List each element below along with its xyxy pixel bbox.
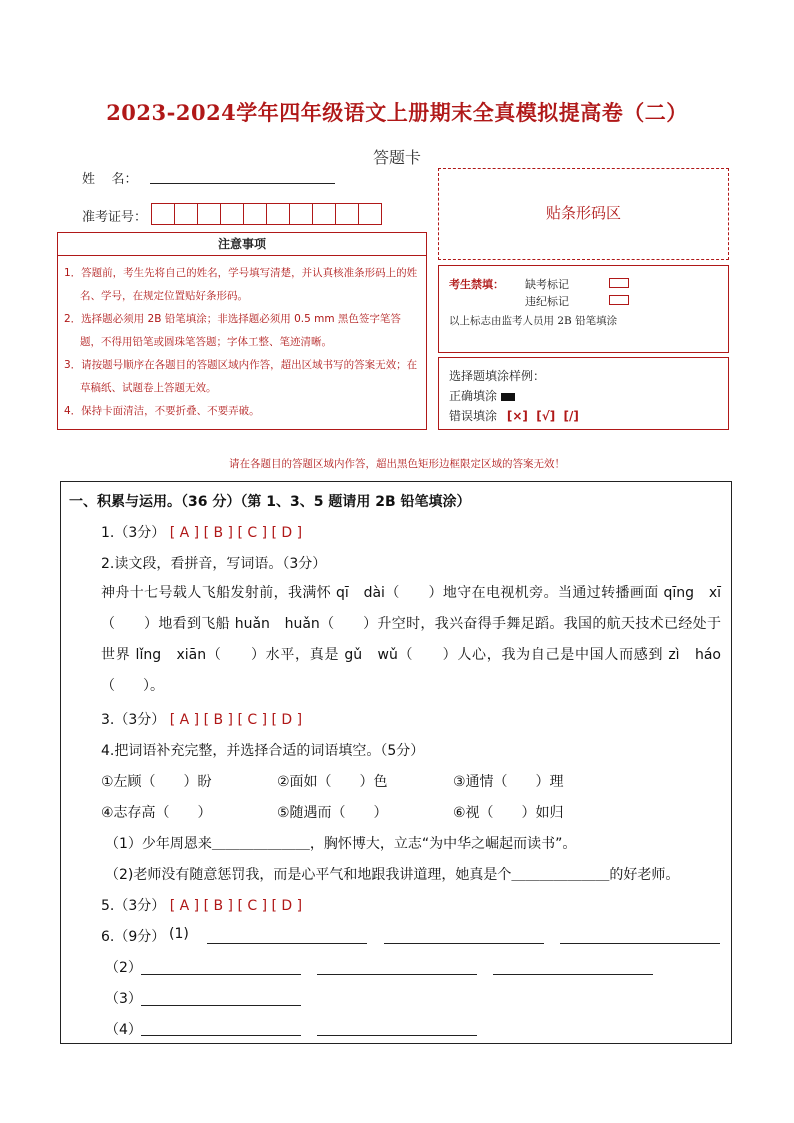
filled-mark-icon	[501, 393, 515, 401]
notice-heading: 注意事项	[58, 233, 426, 256]
fill-sample-box	[438, 357, 729, 430]
q6-answer-line[interactable]	[384, 942, 544, 944]
q3-row	[101, 709, 306, 729]
id-digit-box[interactable]	[358, 203, 382, 225]
wrong-marks: [×] [√] [/]	[506, 409, 579, 423]
section1-heading: 一、积累与运用。（36 分）（第 1、3、5 题请用 2B 铅笔填涂）	[69, 494, 471, 510]
notice-list	[58, 256, 426, 423]
id-digit-box[interactable]	[174, 203, 198, 225]
q4-label: 4.把词语补充完整，并选择合适的词语填空。（5分）	[101, 743, 425, 759]
q1-options[interactable]: [ A ] [ B ] [ C ] [ D ]	[169, 525, 303, 541]
q4-word-5: ⑤随遇而（ ）	[277, 805, 388, 821]
q6-answer-line[interactable]	[141, 973, 301, 975]
q5-options[interactable]: [ A ] [ B ] [ C ] [ D ]	[169, 898, 303, 914]
q4-word-1: ①左顾（ ）盼	[101, 774, 212, 790]
q1-label: 1.（3分）	[101, 525, 166, 541]
q1-row	[101, 522, 306, 542]
id-digit-box[interactable]	[151, 203, 175, 225]
q4-word-4: ④志存高（ ）	[101, 805, 212, 821]
q6-answer-line[interactable]	[317, 973, 477, 975]
sample-title: 选择题填涂样例：	[449, 369, 546, 383]
id-digit-box[interactable]	[289, 203, 313, 225]
q6-sub-1: (1)	[169, 926, 189, 942]
absent-mark-box[interactable]	[609, 278, 629, 288]
exam-title: 2023-2024学年四年级语文上册期末全真模拟提高卷（二）	[106, 100, 688, 125]
q4-word-3: ③通情（ ）理	[453, 774, 564, 790]
violation-mark-box[interactable]	[609, 295, 629, 305]
q6-answer-line[interactable]	[141, 1034, 301, 1036]
name-label: 姓 名：	[82, 172, 138, 187]
q3-options[interactable]: [ A ] [ B ] [ C ] [ D ]	[169, 712, 303, 728]
q3-label: 3.（3分）	[101, 712, 166, 728]
notice-item: 3．请按题号顺序在各题目的答题区域内作答，超出区域书写的答案无效；在草稿纸、试题卷上答题无效。	[64, 359, 418, 394]
answer-area-section1	[60, 481, 732, 1044]
q6-label: 6.（9分）	[101, 929, 166, 945]
answer-sheet-subtitle: 答题卡	[372, 148, 421, 167]
q5-row	[101, 895, 306, 915]
notice-item: 4．保持卡面清洁，不要折叠、不要弄破。	[64, 405, 260, 417]
q6-answer-line[interactable]	[560, 942, 720, 944]
absent-label: 缺考标记	[525, 278, 569, 291]
q6-answer-line[interactable]	[207, 942, 367, 944]
examinee-forbidden-box	[438, 265, 729, 353]
correct-label: 正确填涂	[449, 389, 498, 403]
forbidden-note: 以上标志由监考人员用 2B 铅笔填涂	[449, 315, 618, 327]
id-number-boxes[interactable]	[152, 203, 382, 225]
id-label: 准考证号：	[82, 210, 148, 225]
id-digit-box[interactable]	[335, 203, 359, 225]
answer-area-warning: 请在各题目的答题区域内作答，超出黑色矩形边框限定区域的答案无效！	[229, 458, 565, 470]
q6-sub-3: （3）	[105, 991, 142, 1007]
wrong-label: 错误填涂	[449, 409, 498, 423]
id-digit-box[interactable]	[197, 203, 221, 225]
name-field[interactable]	[150, 168, 335, 184]
sample-wrong-row	[449, 407, 579, 424]
barcode-area	[438, 168, 729, 260]
q4-word-6: ⑥视（ ）如归	[453, 805, 564, 821]
q4-word-2: ②面如（ ）色	[277, 774, 388, 790]
q4-sentence-2: （2)老师没有随意惩罚我，而是心平气和地跟我讲道理，她真是个＿＿＿＿＿＿＿的好老师。	[105, 867, 680, 883]
q6-sub-4: （4）	[105, 1022, 142, 1038]
notice-item: 1．答题前，考生先将自己的姓名，学号填写清楚，并认真核准条形码上的姓名、学号，在规定位置贴好条形码。	[64, 267, 418, 302]
id-digit-box[interactable]	[266, 203, 290, 225]
q6-sub-2: （2）	[105, 960, 142, 976]
id-digit-box[interactable]	[220, 203, 244, 225]
notice-box	[57, 232, 427, 430]
id-digit-box[interactable]	[243, 203, 267, 225]
notice-item: 2．选择题必须用 2B 铅笔填涂；非选择题必须用 0.5 mm 黑色签字笔答题，不得用铅笔或圆珠笔答题；字体工整、笔迹清晰。	[64, 313, 401, 348]
q4-sentence-1: （1）少年周恩来＿＿＿＿＿＿＿，胸怀博大，立志“为中华之崛起而读书”。	[105, 836, 577, 852]
q2-label: 2.读文段，看拼音，写词语。（3分）	[101, 556, 327, 572]
forbidden-label: 考生禁填：	[449, 278, 504, 291]
violation-label: 违纪标记	[525, 295, 569, 308]
id-digit-box[interactable]	[312, 203, 336, 225]
q6-answer-line[interactable]	[493, 973, 653, 975]
barcode-label: 贴条形码区	[545, 204, 621, 222]
q2-passage: 神舟十七号载人飞船发射前，我满怀 qī dài（ ）地守在电视机旁。当通过转播画面 qīng xī（ ）地看到飞船 huǎn huǎn（ ）升空时，我兴奋得手舞足蹈。我国的航天技术已经处于世界 lǐng xiān（ ）水平，真是 gǔ wǔ（ ）人心，我为自己是中国人而感到 zì háo（ ）。	[101, 585, 721, 694]
q6-answer-line[interactable]	[141, 1004, 301, 1006]
sample-correct-row	[449, 387, 515, 404]
q5-label: 5.（3分）	[101, 898, 166, 914]
q6-answer-line[interactable]	[317, 1034, 477, 1036]
